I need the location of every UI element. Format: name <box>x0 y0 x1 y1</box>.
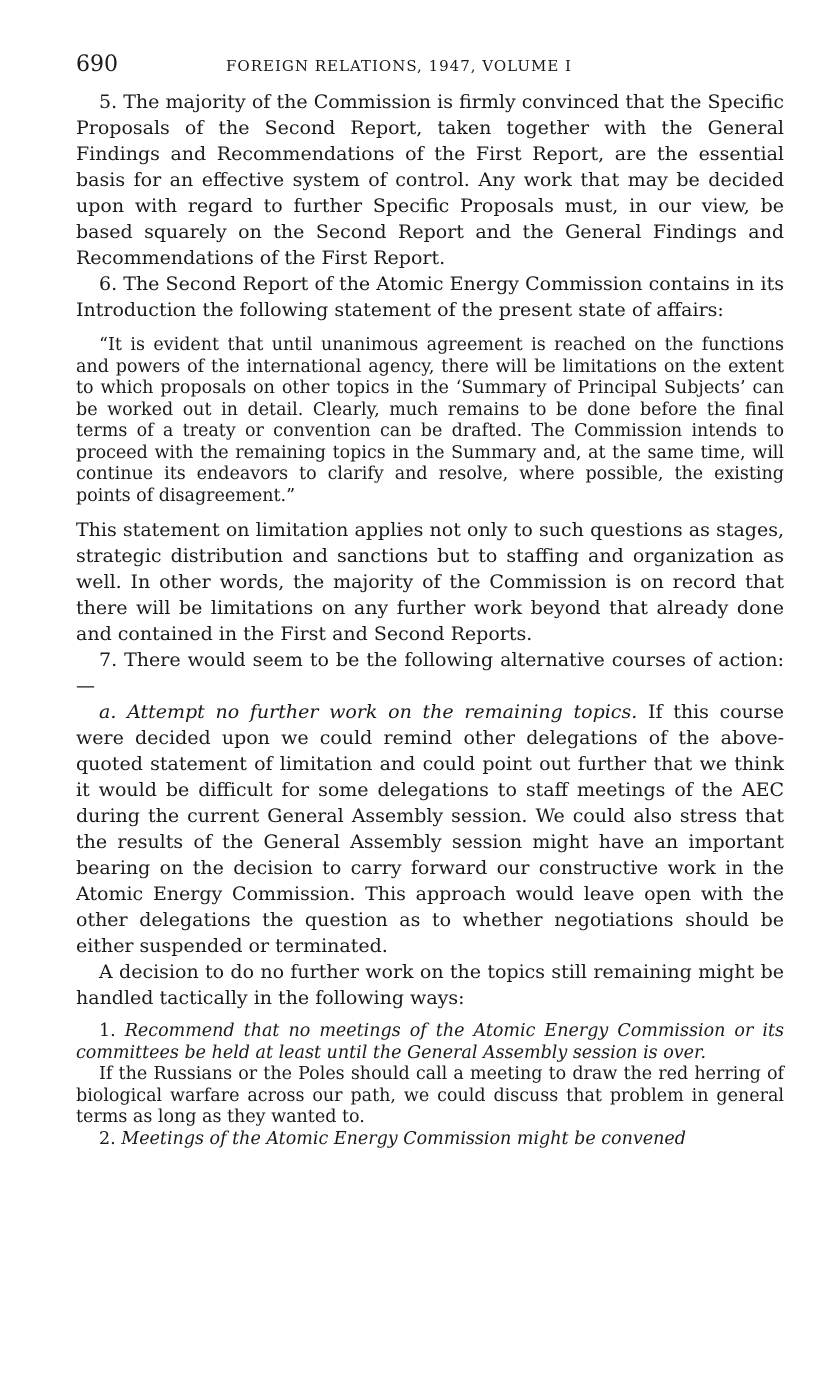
option-a-title: Attempt no further work on the remaining topics. <box>127 701 638 723</box>
item-2-text: Meetings of the Atomic Energy Commission might be convened <box>121 1128 686 1149</box>
block-quote: “It is evident that until unanimous agreement is reached on the functions and powers of the international agency, there will be limitations on the extent to which proposals on other topics in the ‘Summary of Principal Subjects’ can be worked out in detail. Clearly, much remains to be done before the final terms of a treaty or convention can be drafted. The Commission intends to proceed with the remaining topics in the Summary and, at the same time, will continue its endeavors to clarify and resolve, where possible, the existing points of disagreement.” <box>76 335 784 506</box>
tactic-item-1 <box>76 1021 784 1064</box>
limitation-paragraph: This statement on limitation applies not only to such questions as stages, strategic distribution and sanctions but to staffing and organization as well. In other words, the majority of the Commission is on record that there will be limitations on any further work beyond that already done and contained in the First and Second Reports. <box>76 519 784 645</box>
option-a-paragraph <box>76 699 784 959</box>
item-2-number: 2. <box>99 1128 116 1149</box>
paragraph-5: 5. The majority of the Commission is firmly convinced that the Specific Proposals of the Second Report, taken together with the General Findings and Recommendations of the First Report, are the essential basis for an effective system of control. Any work that may be decided upon with regard to further Specific Proposals must, in our view, be based squarely on the Second Report and the General Findings and Recommendations of the First Report. <box>76 91 784 269</box>
tactic-item-2 <box>76 1129 784 1151</box>
paragraph-6: 6. The Second Report of the Atomic Energy Commission contains in its Introduction the following statement of the present state of affairs: <box>76 273 784 321</box>
russians-paragraph: If the Russians or the Poles should call a meeting to draw the red herring of biological warfare across our path, we could discuss that problem in general terms as long as they wanted to. <box>76 1064 784 1127</box>
decision-paragraph: A decision to do no further work on the topics still remaining might be handled tactically in the following ways: <box>76 961 784 1009</box>
item-1-text: Recommend that no meetings of the Atomic Energy Commission or its committees be held at least until the General Assembly session is over. <box>76 1021 784 1063</box>
page-number: 690 <box>76 52 118 77</box>
paragraph-7: 7. There would seem to be the following alternative courses of action:— <box>76 649 784 697</box>
item-1-number: 1. <box>99 1021 116 1041</box>
option-a-label: a. <box>99 701 117 723</box>
option-a-body: If this course were decided upon we could remind other delegations of the above-quoted statement of limitation and could point out further that we think it would be difficult for some delegations to staff meetings of the AEC during the current General Assembly session. We could also stress that the results of the General Assembly session might have an important bearing on the decision to carry forward our constructive work in the Atomic Energy Commission. This approach would leave open with the other delegations the question as to whether negotiations should be either suspended or terminated. <box>76 701 784 957</box>
page-header <box>76 52 784 77</box>
document-page <box>76 52 784 1150</box>
running-title: FOREIGN RELATIONS, 1947, VOLUME I <box>226 57 572 75</box>
